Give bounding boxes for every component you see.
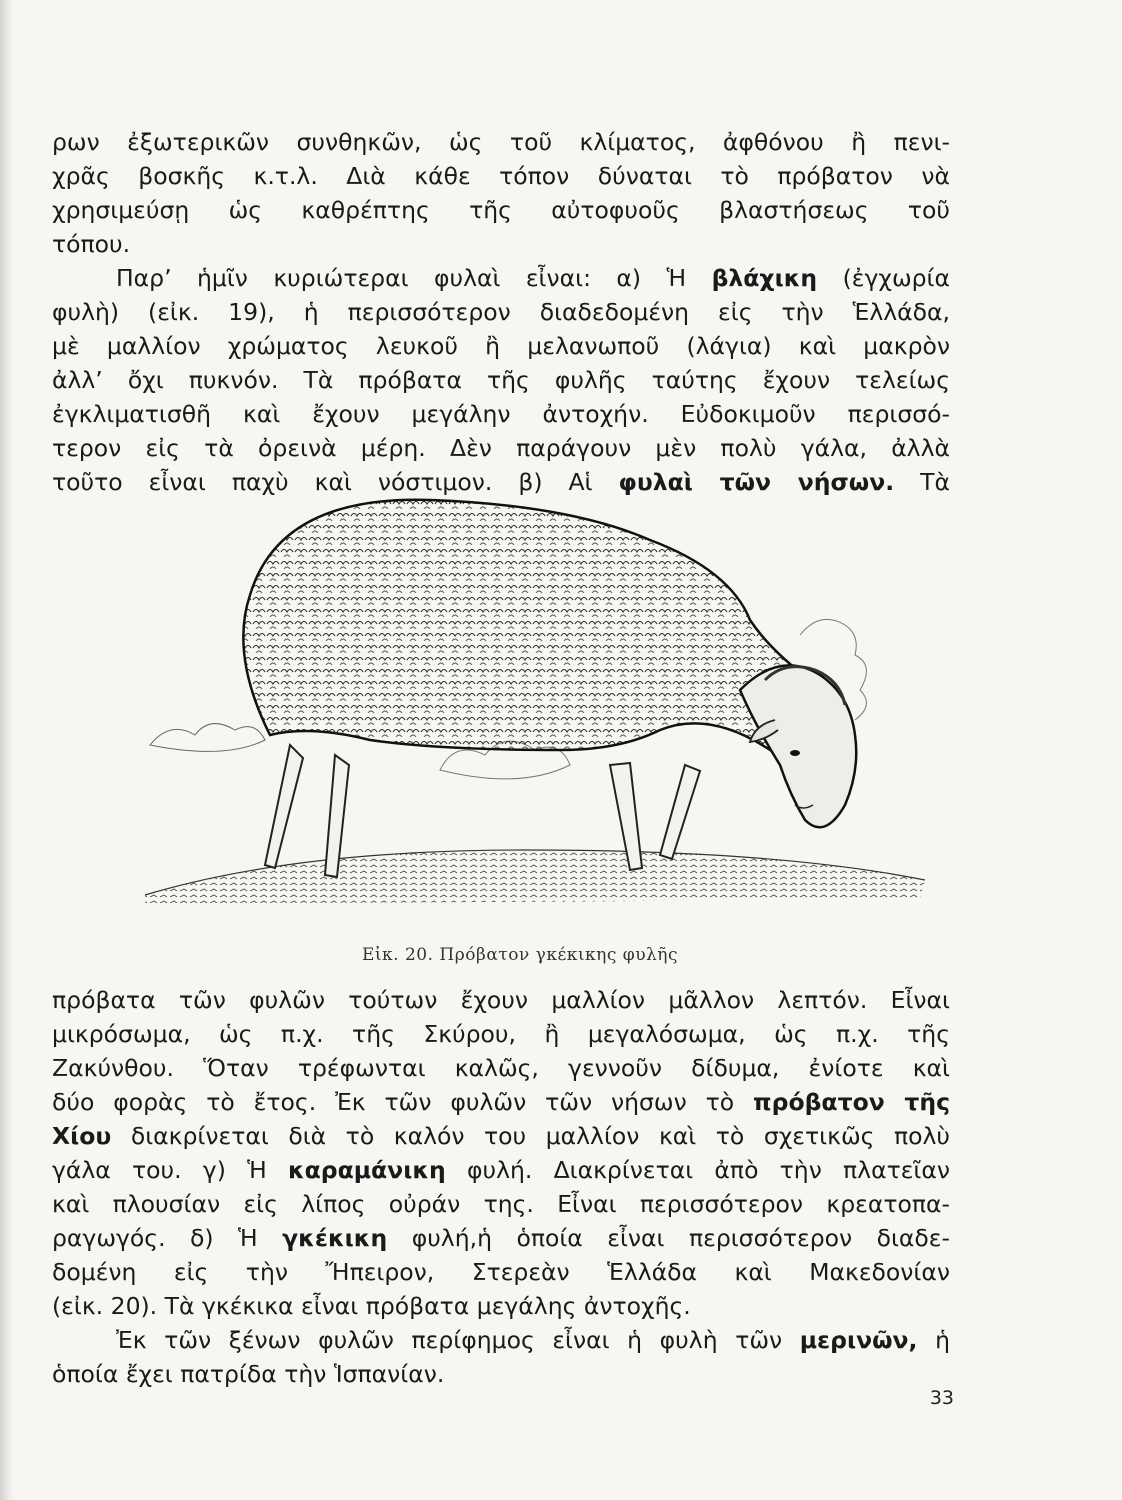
term-gkekiki: γκέκικη bbox=[282, 1224, 388, 1252]
book-binding-shadow bbox=[0, 0, 14, 1500]
paragraph-3-line: γάλα του. γ) Ἡ καραμάνικη φυλή. Διακρίνεται ἀπὸ τὴν πλατεῖαν bbox=[52, 1156, 950, 1184]
term-vlachiki: βλάχικη bbox=[711, 264, 818, 292]
paragraph-2-line: τοῦτο εἶναι παχὺ καὶ νόστιμον. β) Αἱ φυλαὶ τῶν νήσων. Τὰ bbox=[52, 468, 950, 496]
paragraph-2-line: Παρ’ ἡμῖν κυριώτεραι φυλαὶ εἶναι: α) Ἡ βλάχικη (ἐγχωρία bbox=[116, 264, 950, 292]
paragraph-4-line: Ἐκ τῶν ξένων φυλῶν περίφημος εἶναι ἡ φυλὴ τῶν μερινῶν, ἡ bbox=[116, 1326, 950, 1354]
sheep-illustration bbox=[140, 485, 940, 925]
paragraph-3-line: Ζακύνθου. Ὅταν τρέφωνται καλῶς, γεννοῦν δίδυμα, ἐνίοτε καὶ bbox=[52, 1054, 950, 1082]
paragraph-2-line: τερον εἰς τὰ ὀρεινὰ μέρη. Δὲν παράγουν μὲν πολὺ γάλα, ἀλλὰ bbox=[52, 434, 950, 462]
paragraph-2-line: φυλὴ) (εἰκ. 19), ἡ περισσότερον διαδεδομένη εἰς τὴν Ἑλλάδα, bbox=[52, 298, 950, 326]
paragraph-3-line: πρόβατα τῶν φυλῶν τούτων ἔχουν μαλλίον μᾶλλον λεπτόν. Εἶναι bbox=[52, 986, 950, 1014]
paragraph-1-line: χρησιμεύσῃ ὡς καθρέπτης τῆς αὐτοφυοῦς βλαστήσεως τοῦ bbox=[52, 196, 950, 224]
paragraph-3-line: δομένη εἰς τὴν Ἤπειρον, Στερεὰν Ἑλλάδα καὶ Μακεδονίαν bbox=[52, 1258, 950, 1286]
paragraph-3-line: Χίου διακρίνεται διὰ τὸ καλόν του μαλλίον καὶ τὸ σχετικῶς πολὺ bbox=[52, 1122, 950, 1150]
term-karamaniki: καραμάνικη bbox=[287, 1156, 446, 1184]
text-block-top bbox=[52, 125, 950, 499]
page-number: 33 bbox=[929, 1387, 954, 1409]
paragraph-1-line: ρων ἐξωτερικῶν συνθηκῶν, ὡς τοῦ κλίματος, ἀφθόνου ἢ πενι- bbox=[52, 128, 950, 156]
text-block-bottom bbox=[52, 983, 950, 1391]
paragraph-2-line: μὲ μαλλίον χρώματος λευκοῦ ἢ μελανωποῦ (λάγια) καὶ μακρὸν bbox=[52, 332, 950, 360]
term-chios: Χίου bbox=[52, 1122, 112, 1150]
paragraph-3-line: (εἰκ. 20). Τὰ γκέκικα εἶναι πρόβατα μεγάλης ἀντοχῆς. bbox=[52, 1292, 691, 1320]
paragraph-1-line: τόπου. bbox=[52, 230, 131, 258]
paragraph-2-line: ἀλλ’ ὄχι πυκνόν. Τὰ πρόβατα τῆς φυλῆς ταύτης ἔχουν τελείως bbox=[52, 366, 950, 394]
paragraph-3-line: καὶ πλουσίαν εἰς λίπος οὐράν της. Εἶναι περισσότερον κρεατοπα- bbox=[52, 1190, 950, 1218]
paragraph-3-line: ραγωγός. δ) Ἡ γκέκικη φυλή,ἡ ὁποία εἶναι περισσότερον διαδε- bbox=[52, 1224, 950, 1252]
term-island-breeds: φυλαὶ τῶν νήσων. bbox=[618, 468, 895, 496]
paragraph-2-line: ἐγκλιματισθῆ καὶ ἔχουν μεγάλην ἀντοχήν. Εὐδοκιμοῦν περισσό- bbox=[52, 400, 950, 428]
term-merino: μερινῶν, bbox=[799, 1326, 918, 1354]
paragraph-1-line: χρᾶς βοσκῆς κ.τ.λ. Διὰ κάθε τόπον δύναται τὸ πρόβατον νὰ bbox=[52, 162, 950, 190]
paragraph-4-line: ὁποία ἔχει πατρίδα τὴν Ἱσπανίαν. bbox=[52, 1360, 445, 1388]
figure-caption: Εἰκ. 20. Πρόβατον γκέκικης φυλῆς bbox=[361, 945, 679, 965]
term-chios-sheep: πρόβατον τῆς bbox=[753, 1088, 950, 1116]
paragraph-3-line: μικρόσωμα, ὡς π.χ. τῆς Σκύρου, ἢ μεγαλόσωμα, ὡς π.χ. τῆς bbox=[52, 1020, 950, 1048]
paragraph-3-line: δύο φορὰς τὸ ἔτος. Ἐκ τῶν φυλῶν τῶν νήσων τὸ πρόβατον τῆς bbox=[52, 1088, 950, 1116]
